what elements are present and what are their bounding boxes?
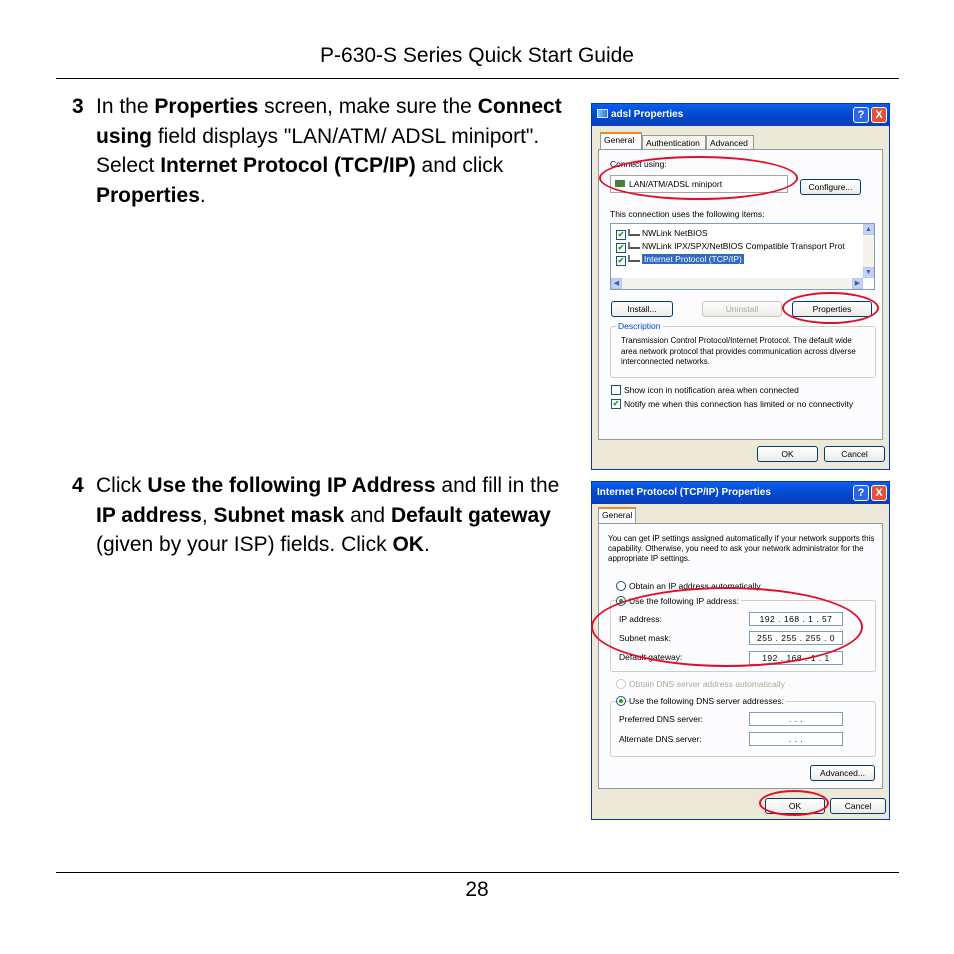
ok-button[interactable]: OK (765, 798, 825, 814)
help-button[interactable]: ? (853, 107, 869, 123)
close-button[interactable]: X (871, 485, 887, 501)
network-component-icon (628, 255, 640, 262)
highlight-ip-fields (591, 587, 863, 667)
list-item-tcpip[interactable]: ✔ Internet Protocol (TCP/IP) (617, 254, 742, 265)
tab-general[interactable]: General (600, 132, 642, 149)
scroll-right-icon[interactable]: ▶ (852, 278, 863, 289)
obtain-dns-radio (616, 679, 626, 689)
properties-button[interactable]: Properties (792, 301, 872, 317)
use-dns-radio[interactable] (616, 696, 626, 706)
default-gateway-field[interactable]: 192 . 168 . 1 . 1 (749, 651, 843, 665)
step-3 (72, 92, 562, 210)
tab-general[interactable]: General (598, 507, 636, 524)
scroll-up-icon[interactable]: ▲ (863, 224, 874, 235)
use-ip-label: Use the following IP address: (629, 596, 739, 606)
subnet-mask-label: Subnet mask: (619, 633, 671, 643)
uninstall-button: Uninstall (702, 301, 782, 317)
notify-label: Notify me when this connection has limited or no connectivity (624, 399, 854, 409)
title-bar: Internet Protocol (TCP/IP) Properties ? X (592, 482, 889, 504)
top-rule (56, 78, 899, 79)
ok-button[interactable]: OK (757, 446, 818, 462)
ip-address-field[interactable]: 192 . 168 . 1 . 57 (749, 612, 843, 626)
obtain-dns-label: Obtain DNS server address automatically (629, 679, 785, 689)
notify-checkbox[interactable]: ✔ (612, 399, 620, 408)
bottom-rule (56, 872, 899, 873)
highlight-properties-button (782, 292, 879, 324)
components-list (610, 223, 875, 290)
show-icon-checkbox[interactable] (611, 385, 621, 395)
ip-address-label: IP address: (619, 614, 662, 624)
preferred-dns-label: Preferred DNS server: (619, 714, 704, 724)
checkbox-nwlink-netbios[interactable]: ✔ (617, 230, 625, 239)
cancel-button[interactable]: Cancel (824, 446, 885, 462)
network-component-icon (628, 229, 640, 236)
advanced-button[interactable]: Advanced... (810, 765, 875, 781)
connect-using-label: Connect using: (610, 159, 667, 169)
tab-authentication[interactable]: Authentication (642, 135, 706, 150)
default-gateway-label: Default gateway: (619, 652, 683, 662)
scroll-down-icon[interactable]: ▼ (863, 267, 874, 278)
description-text: Transmission Control Protocol/Internet Protocol. The default wide area network protocol that provides communication across diverse interconnected networks. (621, 336, 856, 366)
scroll-left-icon[interactable]: ◀ (611, 278, 622, 289)
configure-button[interactable]: Configure... (800, 179, 861, 195)
connection-icon (597, 109, 608, 118)
page-header: P-630-S Series Quick Start Guide (320, 44, 634, 67)
alternate-dns-label: Alternate DNS server: (619, 734, 702, 744)
step-4-text: Click Use the following IP Address and fill in the IP address, Subnet mask and Default gateway (given by your ISP) fields. Click OK. (96, 474, 560, 556)
preferred-dns-field[interactable]: . . . (749, 712, 843, 726)
dns-group (610, 701, 876, 757)
use-dns-label: Use the following DNS server addresses: (629, 696, 784, 706)
items-label: This connection uses the following items: (610, 209, 765, 219)
step-4-number: 4 (72, 474, 84, 497)
alternate-dns-field[interactable]: . . . (749, 732, 843, 746)
subnet-mask-field[interactable]: 255 . 255 . 255 . 0 (749, 631, 843, 645)
list-item[interactable]: ✔ NWLink NetBIOS (617, 228, 708, 239)
network-component-icon (628, 242, 640, 249)
obtain-ip-radio[interactable] (616, 581, 626, 591)
close-button[interactable]: X (871, 107, 887, 123)
step-3-text: In the Properties screen, make sure the Connect using field displays "LAN/ATM/ ADSL miniport". Select Internet Protocol (TCP/IP) and click Properties. (96, 95, 562, 207)
list-item[interactable]: ✔ NWLink IPX/SPX/NetBIOS Compatible Transport Prot (617, 241, 845, 252)
highlight-ok-button (759, 790, 829, 816)
step-3-number: 3 (72, 95, 84, 118)
horizontal-scrollbar[interactable] (611, 278, 863, 289)
highlight-connect-using (599, 156, 798, 200)
description-title: Description (618, 321, 661, 331)
cancel-button[interactable]: Cancel (830, 798, 886, 814)
title-bar: adsl Properties ? X (592, 104, 889, 126)
install-button[interactable]: Install... (611, 301, 673, 317)
page-number: 28 (465, 878, 489, 901)
intro-text: You can get IP settings assigned automatically if your network supports this capability. Otherwise, you need to ask your network administrator for the appropriate IP settings. (608, 534, 875, 563)
checkbox-nwlink-ipx[interactable]: ✔ (617, 243, 625, 252)
tab-advanced[interactable]: Advanced (706, 135, 754, 150)
help-button[interactable]: ? (853, 485, 869, 501)
show-icon-label: Show icon in notification area when connected (624, 385, 799, 395)
obtain-ip-label: Obtain an IP address automatically (629, 581, 761, 591)
step-4 (72, 471, 562, 560)
device-field: LAN/ATM/ADSL miniport (610, 175, 788, 193)
checkbox-tcpip[interactable]: ✔ (617, 256, 625, 265)
